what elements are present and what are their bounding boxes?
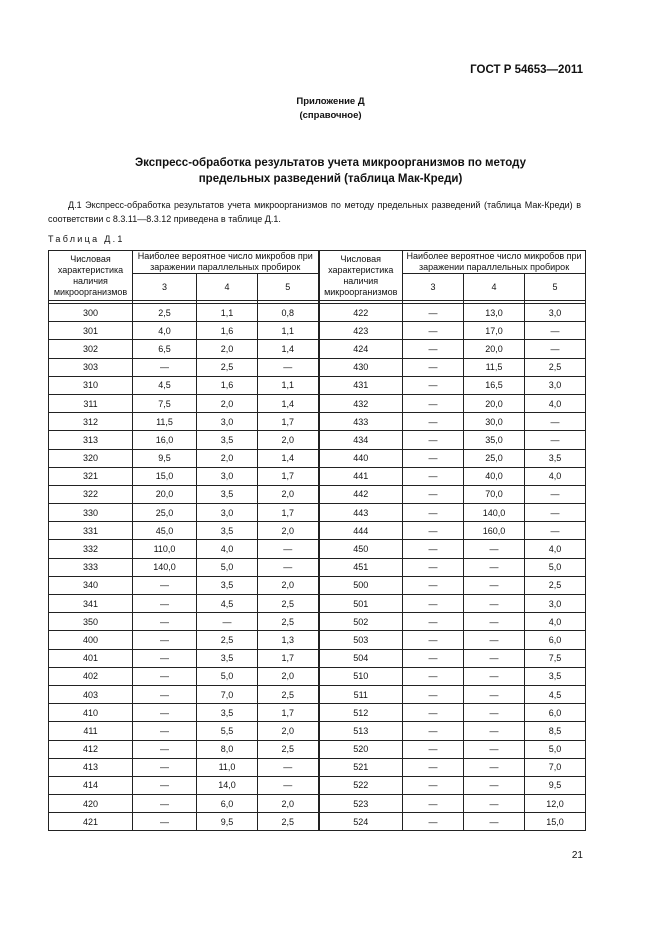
table-cell: 70,0: [464, 485, 525, 503]
table-cell: 1,7: [258, 649, 319, 667]
subheader-4-right: 4: [464, 274, 525, 301]
table-cell: 2,5: [197, 631, 258, 649]
table-cell: —: [403, 649, 464, 667]
table-cell: —: [525, 504, 586, 522]
table-cell: 2,5: [258, 595, 319, 613]
table-cell: 45,0: [133, 522, 197, 540]
table-cell: 4,5: [525, 685, 586, 703]
table-cell: 8,5: [525, 722, 586, 740]
table-cell: 520: [319, 740, 403, 758]
table-cell: 3,5: [197, 431, 258, 449]
header-characteristic-right: Числовая характеристика наличия микроорганизмов: [319, 251, 403, 301]
annex-heading: [0, 95, 661, 123]
table-cell: —: [464, 758, 525, 776]
table-cell: 4,0: [525, 540, 586, 558]
table-cell: 322: [49, 485, 133, 503]
table-cell: 432: [319, 394, 403, 412]
table-cell: 4,0: [525, 467, 586, 485]
table-cell: —: [133, 758, 197, 776]
table-cell: 9,5: [197, 813, 258, 831]
table-cell: 14,0: [197, 776, 258, 794]
table-cell: 20,0: [133, 485, 197, 503]
mccrady-table: [48, 250, 586, 831]
table-cell: 1,4: [258, 340, 319, 358]
table-cell: —: [133, 704, 197, 722]
table-cell: —: [403, 340, 464, 358]
table-cell: 523: [319, 795, 403, 813]
table-cell: 3,5: [525, 449, 586, 467]
subheader-5-left: 5: [258, 274, 319, 301]
table-row: [49, 576, 586, 594]
table-cell: 422: [319, 304, 403, 322]
table-cell: 503: [319, 631, 403, 649]
table-row: [49, 394, 586, 412]
table-cell: 332: [49, 540, 133, 558]
table-row: [49, 631, 586, 649]
table-cell: —: [464, 576, 525, 594]
table-cell: 2,0: [258, 485, 319, 503]
table-cell: —: [403, 813, 464, 831]
subheader-4-left: 4: [197, 274, 258, 301]
table-cell: 504: [319, 649, 403, 667]
table-cell: 321: [49, 467, 133, 485]
table-row: [49, 467, 586, 485]
table-cell: 443: [319, 504, 403, 522]
table-cell: 421: [49, 813, 133, 831]
table-cell: 440: [319, 449, 403, 467]
table-cell: 433: [319, 413, 403, 431]
table-cell: 340: [49, 576, 133, 594]
table-cell: 333: [49, 558, 133, 576]
table-cell: 17,0: [464, 322, 525, 340]
table-cell: 160,0: [464, 522, 525, 540]
table-cell: —: [403, 304, 464, 322]
table-cell: —: [133, 740, 197, 758]
table-cell: 522: [319, 776, 403, 794]
page-number: 21: [571, 850, 583, 861]
table-cell: 2,0: [258, 522, 319, 540]
subheader-3-right: 3: [403, 274, 464, 301]
table-cell: 25,0: [133, 504, 197, 522]
table-cell: —: [403, 322, 464, 340]
table-cell: 2,5: [258, 613, 319, 631]
table-cell: 140,0: [464, 504, 525, 522]
table-cell: —: [525, 522, 586, 540]
table-cell: 501: [319, 595, 403, 613]
table-row: [49, 504, 586, 522]
table-cell: —: [464, 704, 525, 722]
table-cell: 1,4: [258, 394, 319, 412]
table-cell: 1,3: [258, 631, 319, 649]
table-cell: —: [403, 795, 464, 813]
table-cell: 1,1: [258, 376, 319, 394]
table-cell: —: [525, 431, 586, 449]
table-cell: 1,7: [258, 504, 319, 522]
table-cell: —: [464, 613, 525, 631]
table-cell: 510: [319, 667, 403, 685]
table-cell: 1,6: [197, 376, 258, 394]
table-cell: 2,5: [197, 358, 258, 376]
table-cell: —: [525, 413, 586, 431]
table-cell: 11,5: [464, 358, 525, 376]
table-cell: 511: [319, 685, 403, 703]
table-row: [49, 649, 586, 667]
table-cell: 1,7: [258, 467, 319, 485]
table-cell: 423: [319, 322, 403, 340]
table-cell: 30,0: [464, 413, 525, 431]
standard-code: ГОСТ Р 54653—2011: [470, 64, 583, 76]
table-cell: 110,0: [133, 540, 197, 558]
table-cell: 11,0: [197, 758, 258, 776]
table-cell: 312: [49, 413, 133, 431]
table-cell: 3,0: [197, 504, 258, 522]
table-cell: —: [464, 631, 525, 649]
table-cell: 35,0: [464, 431, 525, 449]
table-cell: —: [403, 758, 464, 776]
table-cell: —: [133, 722, 197, 740]
table-cell: 310: [49, 376, 133, 394]
table-cell: 2,0: [197, 394, 258, 412]
table-cell: —: [133, 649, 197, 667]
table-cell: 411: [49, 722, 133, 740]
table-cell: —: [403, 685, 464, 703]
table-cell: 3,0: [525, 304, 586, 322]
table-row: [49, 540, 586, 558]
table-cell: —: [133, 813, 197, 831]
table-cell: 331: [49, 522, 133, 540]
table-row: [49, 685, 586, 703]
table-row: [49, 722, 586, 740]
table-cell: —: [133, 613, 197, 631]
table-cell: —: [258, 758, 319, 776]
table-cell: —: [403, 522, 464, 540]
table-cell: 1,4: [258, 449, 319, 467]
table-cell: 402: [49, 667, 133, 685]
table-row: [49, 322, 586, 340]
table-cell: 13,0: [464, 304, 525, 322]
table-cell: 5,0: [525, 558, 586, 576]
table-cell: 403: [49, 685, 133, 703]
table-cell: 1,1: [258, 322, 319, 340]
table-cell: 4,0: [525, 613, 586, 631]
subheader-5-right: 5: [525, 274, 586, 301]
table-cell: 512: [319, 704, 403, 722]
table-cell: 1,1: [197, 304, 258, 322]
table-cell: 441: [319, 467, 403, 485]
table-cell: 2,5: [258, 813, 319, 831]
table-cell: 4,0: [525, 394, 586, 412]
table-cell: 444: [319, 522, 403, 540]
table-cell: —: [464, 776, 525, 794]
table-cell: —: [403, 485, 464, 503]
table-cell: 1,6: [197, 322, 258, 340]
table-cell: —: [403, 722, 464, 740]
table-cell: —: [403, 394, 464, 412]
table-row: [49, 558, 586, 576]
table-cell: 442: [319, 485, 403, 503]
table-cell: 2,5: [258, 740, 319, 758]
table-cell: 3,5: [197, 576, 258, 594]
table-cell: 7,5: [525, 649, 586, 667]
table-cell: 20,0: [464, 394, 525, 412]
table-cell: 1,7: [258, 413, 319, 431]
table-cell: 2,0: [258, 431, 319, 449]
table-cell: —: [133, 595, 197, 613]
table-cell: 4,0: [197, 540, 258, 558]
table-cell: 25,0: [464, 449, 525, 467]
table-cell: 431: [319, 376, 403, 394]
table-row: [49, 485, 586, 503]
table-cell: 410: [49, 704, 133, 722]
table-cell: —: [464, 685, 525, 703]
table-cell: 8,0: [197, 740, 258, 758]
table-cell: —: [403, 613, 464, 631]
table-cell: 20,0: [464, 340, 525, 358]
table-cell: —: [464, 595, 525, 613]
table-cell: 4,0: [133, 322, 197, 340]
table-cell: 412: [49, 740, 133, 758]
table-cell: 15,0: [133, 467, 197, 485]
section-title-line-1: Экспресс-обработка результатов учета микроорганизмов по методу: [135, 157, 526, 169]
table-cell: 2,5: [525, 576, 586, 594]
table-cell: 2,5: [133, 304, 197, 322]
table-cell: 3,5: [197, 485, 258, 503]
table-row: [49, 304, 586, 322]
table-cell: 2,0: [258, 576, 319, 594]
table-cell: 5,0: [197, 667, 258, 685]
table-cell: —: [525, 485, 586, 503]
table-row: [49, 813, 586, 831]
table-cell: 9,5: [525, 776, 586, 794]
table-cell: 1,7: [258, 704, 319, 722]
table-cell: —: [258, 776, 319, 794]
table-cell: —: [133, 576, 197, 594]
table-row: [49, 358, 586, 376]
table-cell: —: [464, 722, 525, 740]
table-cell: —: [197, 613, 258, 631]
table-cell: —: [403, 595, 464, 613]
table-cell: 5,0: [197, 558, 258, 576]
table-cell: —: [403, 631, 464, 649]
table-cell: 15,0: [525, 813, 586, 831]
table-cell: 140,0: [133, 558, 197, 576]
table-cell: —: [403, 558, 464, 576]
table-cell: 3,5: [197, 522, 258, 540]
table-cell: —: [525, 322, 586, 340]
table-cell: 502: [319, 613, 403, 631]
table-cell: 7,5: [133, 394, 197, 412]
table-cell: —: [403, 576, 464, 594]
table-row: [49, 431, 586, 449]
table-cell: —: [464, 795, 525, 813]
table-row: [49, 667, 586, 685]
table-row: [49, 522, 586, 540]
table-cell: 3,5: [197, 704, 258, 722]
table-cell: 5,5: [197, 722, 258, 740]
table-cell: 420: [49, 795, 133, 813]
table-cell: —: [133, 631, 197, 649]
table-cell: 3,0: [525, 595, 586, 613]
table-cell: 2,0: [258, 722, 319, 740]
table-cell: 500: [319, 576, 403, 594]
table-cell: 2,0: [258, 667, 319, 685]
table-cell: 2,5: [258, 685, 319, 703]
table-cell: 521: [319, 758, 403, 776]
table-cell: —: [403, 776, 464, 794]
subheader-3-left: 3: [133, 274, 197, 301]
table-cell: 6,0: [525, 631, 586, 649]
table-row: [49, 758, 586, 776]
table-row: [49, 340, 586, 358]
header-mpn-right: Наиболее вероятное число микробов при заражении параллельных пробирок: [403, 251, 586, 274]
table-cell: 7,0: [525, 758, 586, 776]
table-cell: 11,5: [133, 413, 197, 431]
table-cell: 2,0: [197, 340, 258, 358]
table-cell: 424: [319, 340, 403, 358]
table-cell: 40,0: [464, 467, 525, 485]
table-cell: 430: [319, 358, 403, 376]
table-row: [49, 704, 586, 722]
table-cell: —: [133, 776, 197, 794]
table-cell: 341: [49, 595, 133, 613]
table-cell: 12,0: [525, 795, 586, 813]
table-cell: —: [464, 540, 525, 558]
table-cell: 6,0: [525, 704, 586, 722]
table-cell: —: [464, 667, 525, 685]
table-row: [49, 613, 586, 631]
table-cell: 330: [49, 504, 133, 522]
table-cell: 401: [49, 649, 133, 667]
table-cell: —: [403, 504, 464, 522]
table-cell: 414: [49, 776, 133, 794]
section-title: [0, 155, 661, 187]
header-characteristic-left: Числовая характеристика наличия микроорганизмов: [49, 251, 133, 301]
table-cell: —: [464, 740, 525, 758]
table-cell: —: [403, 413, 464, 431]
table-cell: 451: [319, 558, 403, 576]
table-cell: —: [403, 449, 464, 467]
table-cell: 320: [49, 449, 133, 467]
table-cell: —: [464, 649, 525, 667]
table-cell: 3,5: [197, 649, 258, 667]
table-row: [49, 795, 586, 813]
table-cell: —: [403, 540, 464, 558]
table-cell: 2,5: [525, 358, 586, 376]
table-caption: Таблица Д.1: [48, 234, 125, 244]
table-cell: —: [133, 358, 197, 376]
table-row: [49, 776, 586, 794]
table-cell: 9,5: [133, 449, 197, 467]
table-cell: 7,0: [197, 685, 258, 703]
table-cell: 302: [49, 340, 133, 358]
table-row: [49, 449, 586, 467]
table-cell: —: [403, 431, 464, 449]
table-cell: 350: [49, 613, 133, 631]
table-cell: 4,5: [133, 376, 197, 394]
table-cell: 2,0: [197, 449, 258, 467]
table-cell: —: [258, 540, 319, 558]
table-cell: —: [464, 558, 525, 576]
table-cell: —: [464, 813, 525, 831]
table-row: [49, 595, 586, 613]
intro-paragraph: Д.1 Экспресс-обработка результатов учета микроорганизмов по методу предельных разведений (таблица Мак-Креди) в соответствии с 8.3.11—8.3.12 приведена в таблице Д.1.: [48, 200, 581, 224]
table-cell: 450: [319, 540, 403, 558]
section-title-line-2: предельных разведений (таблица Мак-Креди): [198, 173, 463, 185]
table-cell: —: [133, 795, 197, 813]
table-cell: 4,5: [197, 595, 258, 613]
table-cell: 3,0: [525, 376, 586, 394]
table-cell: 3,5: [525, 667, 586, 685]
annex-note: (справочное): [299, 110, 362, 121]
table-cell: —: [133, 685, 197, 703]
table-cell: 434: [319, 431, 403, 449]
table-cell: 5,0: [525, 740, 586, 758]
table-cell: —: [258, 358, 319, 376]
table-cell: 16,0: [133, 431, 197, 449]
annex-title: Приложение Д: [296, 96, 365, 107]
table-cell: 6,0: [197, 795, 258, 813]
table-cell: 524: [319, 813, 403, 831]
table-cell: 16,5: [464, 376, 525, 394]
table-cell: —: [258, 558, 319, 576]
table-cell: —: [403, 376, 464, 394]
table-cell: 400: [49, 631, 133, 649]
table-cell: —: [133, 667, 197, 685]
table-cell: —: [525, 340, 586, 358]
table-cell: 0,8: [258, 304, 319, 322]
table-cell: 301: [49, 322, 133, 340]
table-cell: 3,0: [197, 467, 258, 485]
table-cell: 311: [49, 394, 133, 412]
table-cell: 3,0: [197, 413, 258, 431]
table-cell: 413: [49, 758, 133, 776]
table-cell: —: [403, 740, 464, 758]
table-cell: 513: [319, 722, 403, 740]
table-cell: —: [403, 704, 464, 722]
table-cell: 313: [49, 431, 133, 449]
table-cell: —: [403, 667, 464, 685]
header-mpn-left: Наиболее вероятное число микробов при заражении параллельных пробирок: [133, 251, 319, 274]
table-cell: 2,0: [258, 795, 319, 813]
table-cell: 303: [49, 358, 133, 376]
table-row: [49, 740, 586, 758]
table-cell: 300: [49, 304, 133, 322]
table-cell: —: [403, 358, 464, 376]
table-cell: 6,5: [133, 340, 197, 358]
table-row: [49, 413, 586, 431]
table-cell: —: [403, 467, 464, 485]
table-row: [49, 376, 586, 394]
